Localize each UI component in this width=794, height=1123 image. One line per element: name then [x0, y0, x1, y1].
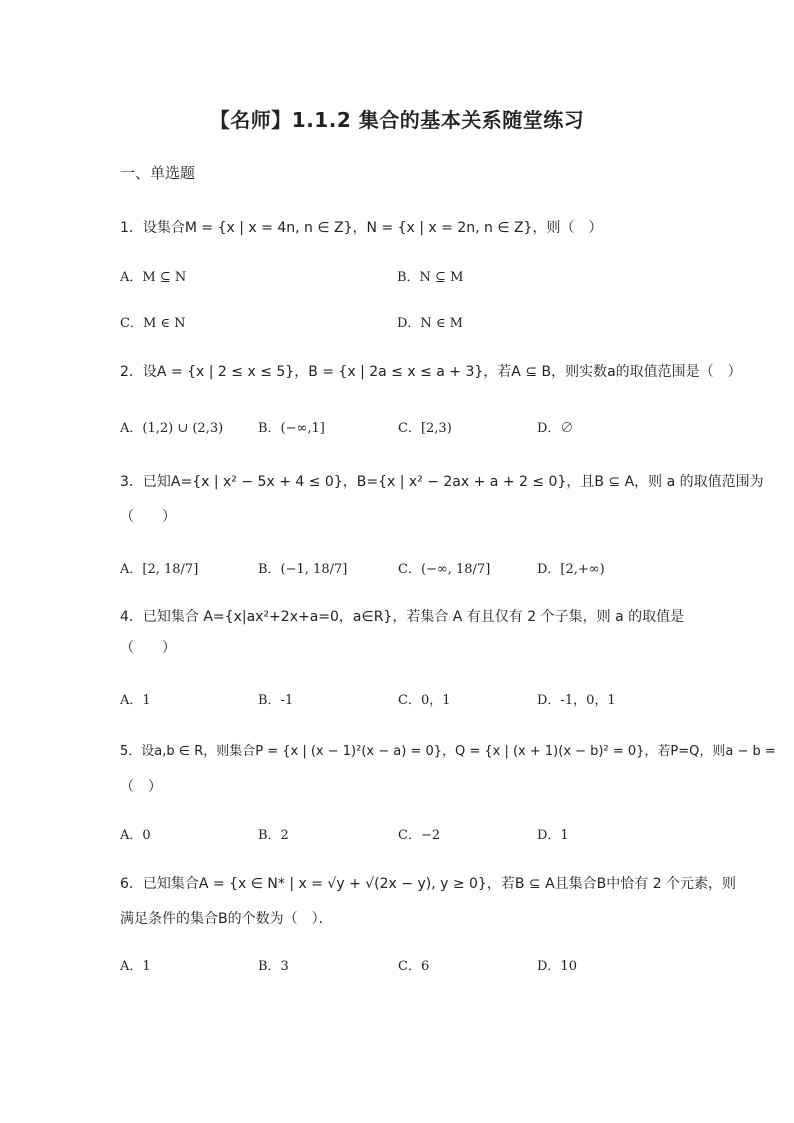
question-1-option-b: B．N ⊆ M — [397, 270, 464, 285]
question-1-option-c: C．M ∈ N — [120, 316, 186, 331]
question-2-stem: 2．设A = {x | 2 ≤ x ≤ 5}，B = {x | 2a ≤ x ≤ a + 3}，若A ⊆ B，则实数a的取值范围是（ ） — [120, 364, 742, 380]
question-1-option-a: A．M ⊆ N — [120, 270, 187, 285]
question-2-option-b: B．(−∞,1] — [258, 421, 325, 436]
question-2-option-c: C．[2,3) — [398, 421, 452, 436]
question-2-option-d: D．∅ — [537, 421, 574, 436]
question-4-option-c: C．0，1 — [398, 693, 451, 708]
question-6-stem-line-1: 6．已知集合A = {x ∈ N* | x = √y + √(2x − y), y ≥ 0}，若B ⊆ A且集合B中恰有 2 个元素，则 — [120, 876, 737, 892]
question-5-option-a: A．0 — [120, 828, 151, 843]
question-4-stem-line-2: （ ） — [120, 640, 176, 656]
page-title: 【名师】1.1.2 集合的基本关系随堂练习 — [209, 108, 585, 132]
question-5-option-b: B．2 — [258, 828, 289, 843]
question-4-option-d: D．-1，0，1 — [537, 693, 616, 708]
question-6-option-d: D．10 — [537, 959, 577, 974]
question-6-option-a: A．1 — [120, 959, 151, 974]
question-6-stem-line-2: 满足条件的集合B的个数为（ ）． — [120, 911, 333, 927]
question-5-stem-line-2: （ ） — [120, 779, 162, 795]
question-3-stem-line-1: 3．已知A={x | x² − 5x + 4 ≤ 0}，B={x | x² − 2ax + a + 2 ≤ 0}，且B ⊆ A，则 a 的取值范围为 — [120, 474, 764, 490]
question-3-option-c: C．(−∞, 18/7] — [398, 562, 491, 577]
question-1-stem: 1．设集合M = {x | x = 4n, n ∈ Z}，N = {x | x = 2n, n ∈ Z}，则（ ） — [120, 220, 603, 236]
question-5-option-d: D．1 — [537, 828, 569, 843]
question-5-option-c: C．−2 — [398, 828, 441, 843]
question-4-option-a: A．1 — [120, 693, 151, 708]
section-heading: 一、单选题 — [120, 164, 196, 182]
question-3-option-a: A．[2, 18/7] — [120, 562, 199, 577]
question-4-stem-line-1: 4．已知集合 A={x|ax²+2x+a=0，a∈R}，若集合 A 有且仅有 2 个子集，则 a 的取值是 — [120, 609, 685, 625]
question-2-option-a: A．(1,2) ∪ (2,3) — [120, 421, 224, 436]
question-4-option-b: B．-1 — [258, 693, 294, 708]
question-3-option-d: D．[2,+∞) — [537, 562, 605, 577]
question-5-stem-line-1: 5．设a,b ∈ R，则集合P = {x | (x − 1)²(x − a) = 0}，Q = {x | (x + 1)(x − b)² = 0}，若P=Q，则a − b = — [120, 744, 776, 759]
question-6-option-b: B．3 — [258, 959, 289, 974]
question-6-option-c: C．6 — [398, 959, 430, 974]
question-1-option-d: D．N ∈ M — [397, 316, 463, 331]
question-3-stem-line-2: （ ） — [120, 509, 176, 525]
question-3-option-b: B．(−1, 18/7] — [258, 562, 348, 577]
